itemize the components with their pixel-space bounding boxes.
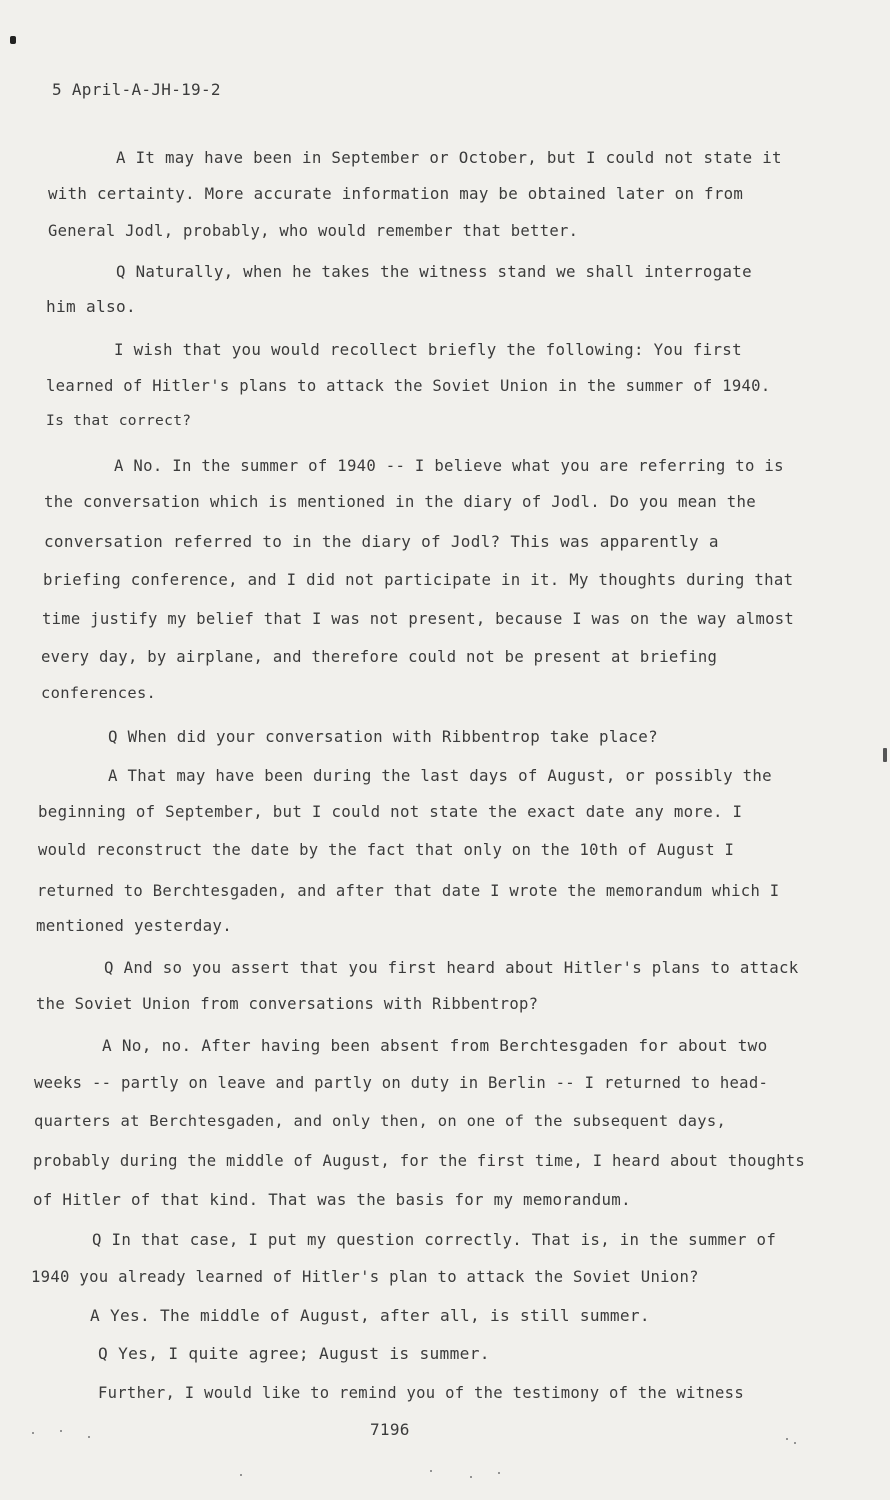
text-line: every day, by airplane, and therefore could not be present at briefing bbox=[41, 648, 718, 666]
text-line: the Soviet Union from conversations with Ribbentrop? bbox=[36, 995, 539, 1013]
text-line: returned to Berchtesgaden, and after that date I wrote the memorandum which I bbox=[37, 882, 780, 900]
text-line: mentioned yesterday. bbox=[36, 916, 233, 935]
paper-speck bbox=[498, 1472, 500, 1474]
text-line: Q In that case, I put my question correctly. That is, in the summer of bbox=[92, 1230, 777, 1249]
text-line: beginning of September, but I could not state the exact date any more. I bbox=[38, 802, 743, 821]
text-line: A No. In the summer of 1940 -- I believe what you are referring to is bbox=[114, 456, 784, 475]
paper-speck bbox=[60, 1430, 62, 1432]
page-number: 7196 bbox=[370, 1420, 410, 1439]
text-line: A It may have been in September or October, but I could not state it bbox=[116, 148, 782, 167]
text-line: time justify my belief that I was not present, because I was on the way almost bbox=[42, 610, 795, 628]
paper-speck bbox=[240, 1474, 242, 1476]
text-line: Q Naturally, when he takes the witness stand we shall interrogate bbox=[116, 262, 752, 281]
text-line: Q And so you assert that you first heard about Hitler's plans to attack bbox=[104, 958, 799, 977]
text-line: conferences. bbox=[41, 684, 157, 702]
text-line: A Yes. The middle of August, after all, is still summer. bbox=[90, 1306, 650, 1325]
text-line: conversation referred to in the diary of Jodl? This was apparently a bbox=[44, 532, 719, 551]
paper-speck bbox=[88, 1436, 90, 1438]
text-line: weeks -- partly on leave and partly on duty in Berlin -- I returned to head- bbox=[34, 1074, 769, 1092]
text-line: Is that correct? bbox=[46, 412, 192, 429]
paper-speck bbox=[430, 1470, 432, 1472]
paper-speck bbox=[470, 1476, 472, 1478]
ink-mark bbox=[10, 36, 16, 44]
text-line: 1940 you already learned of Hitler's plan to attack the Soviet Union? bbox=[31, 1268, 699, 1286]
page-header: 5 April-A-JH-19-2 bbox=[52, 80, 221, 99]
paper-speck bbox=[883, 748, 887, 762]
text-line: A No, no. After having been absent from Berchtesgaden for about two bbox=[102, 1036, 768, 1055]
text-line: General Jodl, probably, who would remember that better. bbox=[48, 222, 579, 240]
text-line: him also. bbox=[46, 297, 136, 316]
text-line: I wish that you would recollect briefly the following: You first bbox=[114, 340, 742, 359]
text-line: of Hitler of that kind. That was the basis for my memorandum. bbox=[33, 1190, 631, 1209]
text-line: Further, I would like to remind you of the testimony of the witness bbox=[98, 1384, 744, 1402]
text-line: learned of Hitler's plans to attack the Soviet Union in the summer of 1940. bbox=[46, 377, 771, 395]
text-line: the conversation which is mentioned in the diary of Jodl. Do you mean the bbox=[44, 492, 757, 511]
text-line: quarters at Berchtesgaden, and only then, on one of the subsequent days, bbox=[34, 1112, 727, 1130]
text-line: Q When did your conversation with Ribbentrop take place? bbox=[108, 727, 658, 746]
paper-speck bbox=[32, 1432, 34, 1434]
text-line: briefing conference, and I did not participate in it. My thoughts during that bbox=[43, 570, 794, 589]
text-line: would reconstruct the date by the fact that only on the 10th of August I bbox=[38, 841, 735, 859]
paper-speck bbox=[786, 1438, 788, 1440]
paper-speck bbox=[794, 1442, 796, 1444]
text-line: with certainty. More accurate information may be obtained later on from bbox=[48, 184, 744, 203]
text-line: probably during the middle of August, for the first time, I heard about thoughts bbox=[33, 1152, 806, 1170]
text-line: Q Yes, I quite agree; August is summer. bbox=[98, 1344, 490, 1363]
text-line: A That may have been during the last days of August, or possibly the bbox=[108, 766, 772, 785]
